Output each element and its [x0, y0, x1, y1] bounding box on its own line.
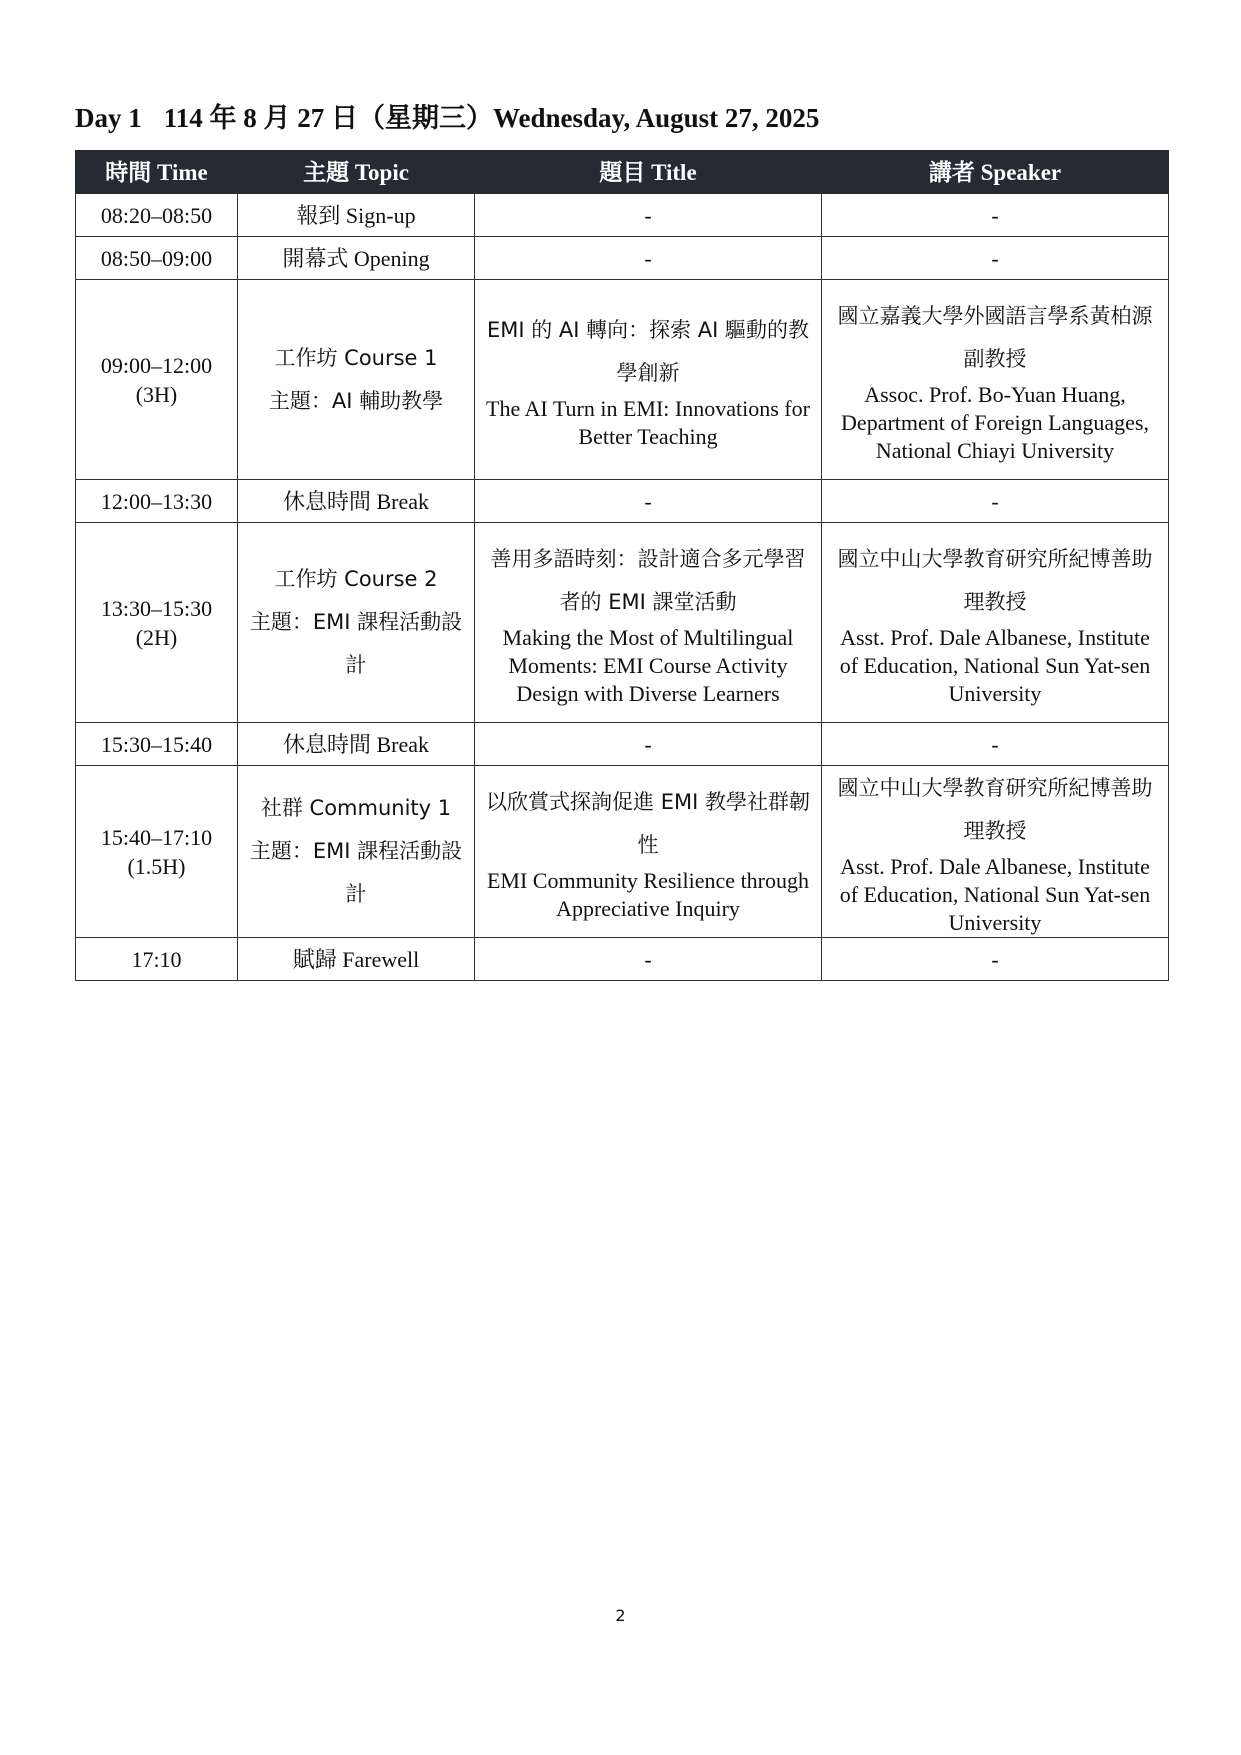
cell-title: [475, 766, 822, 938]
time-range: 09:00–12:00: [100, 352, 213, 378]
page-heading: [75, 96, 819, 135]
speaker-zh: 國立中山大學教育研究所紀博善助理教授: [837, 546, 1153, 614]
cell-topic: [238, 280, 475, 480]
title-zh: EMI 的 AI 轉向：探索 AI 驅動的教學創新: [486, 317, 810, 385]
table-row: [76, 480, 1169, 523]
header-speaker: 講者 Speaker: [822, 151, 1169, 194]
cell-time: [76, 523, 238, 723]
heading-date: 114 年 8 月 27 日（星期三）Wednesday, August 27, 2025: [163, 103, 820, 133]
header-title: 題目 Title: [475, 151, 822, 194]
cell-time: [76, 280, 238, 480]
cell-title: -: [475, 480, 822, 523]
cell-title: -: [475, 723, 822, 766]
cell-title: [475, 280, 822, 480]
cell-title: -: [475, 237, 822, 280]
cell-speaker: -: [822, 938, 1169, 981]
page-number: 2: [615, 1606, 626, 1625]
cell-time: 17:10: [76, 938, 238, 981]
title-en: Making the Most of Multilingual Moments: EMI Course Activity Design with Diverse Learners: [502, 624, 794, 706]
topic-line-1: 工作坊 Course 1: [274, 345, 438, 370]
speaker-en: Assoc. Prof. Bo-Yuan Huang, Department of Foreign Languages, National Chiayi University: [841, 381, 1149, 463]
cell-topic: [238, 766, 475, 938]
title-zh: 善用多語時刻：設計適合多元學習者的 EMI 課堂活動: [490, 546, 806, 614]
table-row: [76, 237, 1169, 280]
cell-time: 12:00–13:30: [76, 480, 238, 523]
cell-topic: 休息時間 Break: [238, 723, 475, 766]
table-row: [76, 280, 1169, 480]
cell-topic: 開幕式 Opening: [238, 237, 475, 280]
duration: (1.5H): [127, 853, 186, 879]
cell-speaker: -: [822, 237, 1169, 280]
time-range: 13:30–15:30: [100, 595, 213, 621]
time-range: 15:40–17:10: [100, 824, 213, 850]
title-en: The AI Turn in EMI: Innovations for Better Teaching: [486, 395, 810, 449]
cell-speaker: -: [822, 480, 1169, 523]
cell-speaker: -: [822, 194, 1169, 237]
table-row: [76, 723, 1169, 766]
table-header-row: [76, 151, 1169, 194]
cell-time: 08:20–08:50: [76, 194, 238, 237]
cell-title: -: [475, 194, 822, 237]
cell-topic: 休息時間 Break: [238, 480, 475, 523]
cell-title: [475, 523, 822, 723]
cell-speaker: [822, 280, 1169, 480]
topic-line-1: 工作坊 Course 2: [274, 567, 438, 591]
table-row: [76, 523, 1169, 723]
speaker-zh: 國立嘉義大學外國語言學系黃柏源副教授: [837, 303, 1153, 371]
cell-topic: 報到 Sign-up: [238, 194, 475, 237]
cell-speaker: -: [822, 723, 1169, 766]
cell-topic: [238, 523, 475, 723]
topic-line-2: 主題：EMI 課程活動設計: [249, 610, 463, 677]
cell-time: 08:50–09:00: [76, 237, 238, 280]
cell-time: [76, 766, 238, 938]
speaker-en: Asst. Prof. Dale Albanese, Institute of Education, National Sun Yat-sen University: [839, 853, 1151, 935]
cell-speaker: [822, 766, 1169, 938]
topic-line-2: 主題：EMI 課程活動設計: [249, 839, 463, 906]
cell-speaker: [822, 523, 1169, 723]
duration: (3H): [135, 381, 178, 407]
schedule-table: [75, 150, 1169, 981]
topic-line-2: 主題：AI 輔助教學: [268, 388, 444, 413]
speaker-zh: 國立中山大學教育研究所紀博善助理教授: [837, 775, 1153, 843]
title-zh: 以欣賞式探詢促進 EMI 教學社群韌性: [486, 789, 810, 857]
heading-day: Day 1: [75, 103, 142, 133]
topic-line-1: 社群 Community 1: [260, 796, 452, 820]
header-time: 時間 Time: [76, 151, 238, 194]
duration: (2H): [135, 624, 178, 650]
table-row: [76, 938, 1169, 981]
table-row: [76, 194, 1169, 237]
title-en: EMI Community Resilience through Appreciative Inquiry: [486, 867, 810, 921]
cell-time: 15:30–15:40: [76, 723, 238, 766]
speaker-en: Asst. Prof. Dale Albanese, Institute of Education, National Sun Yat-sen University: [839, 624, 1151, 706]
header-topic: 主題 Topic: [238, 151, 475, 194]
table-row: [76, 766, 1169, 938]
cell-topic: 賦歸 Farewell: [238, 938, 475, 981]
cell-title: -: [475, 938, 822, 981]
